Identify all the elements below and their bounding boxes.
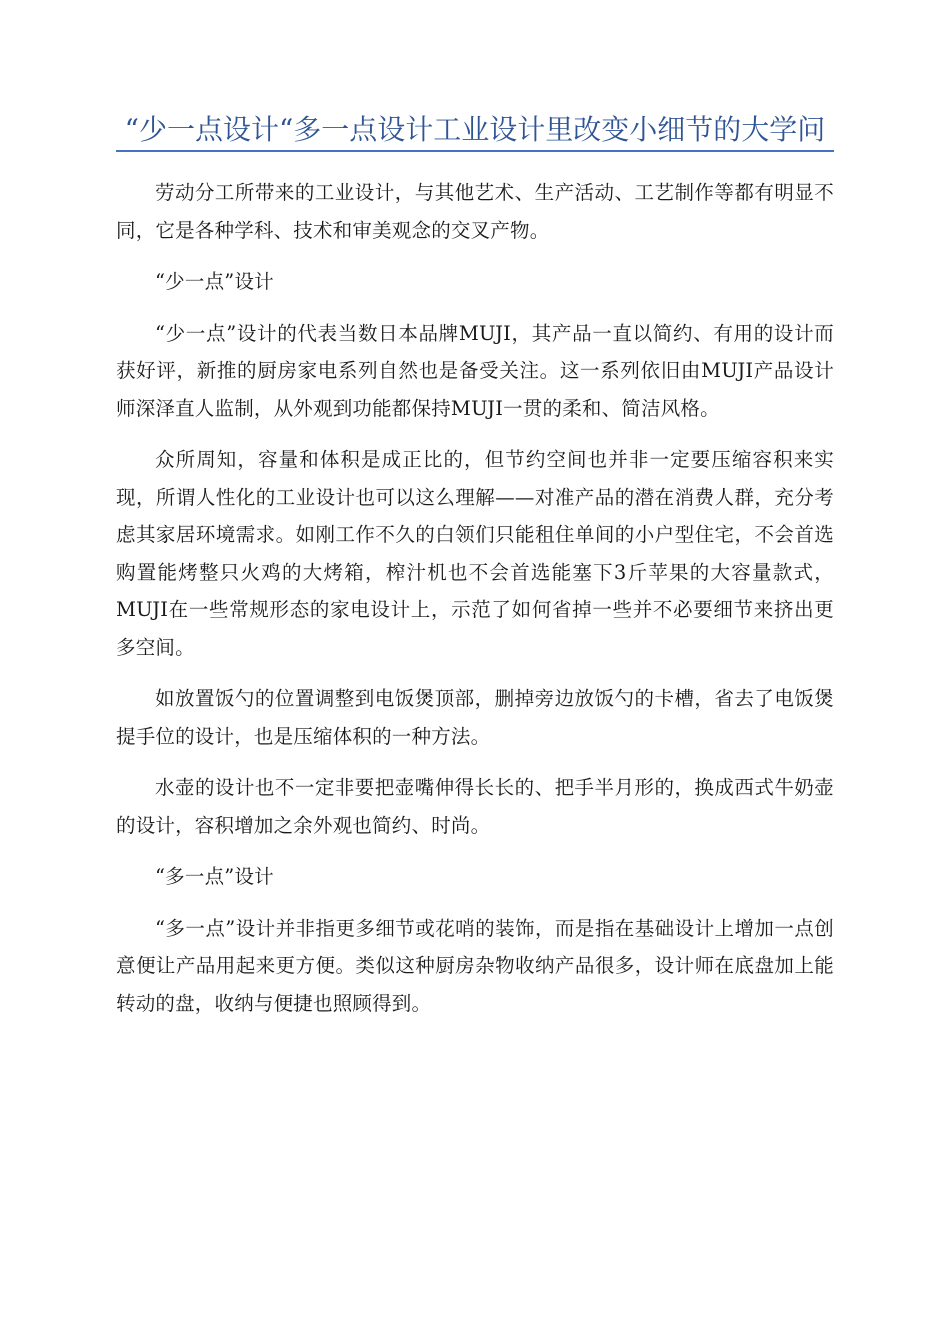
document-page [116, 112, 834, 1036]
paragraph-rice-cooker: 如放置饭勺的位置调整到电饭煲顶部，删掉旁边放饭勺的卡槽，省去了电饭煲提手位的设计，也是压缩体积的一种方法。 [116, 687, 834, 748]
paragraph-more-design: “多一点”设计并非指更多细节或花哨的装饰，而是指在基础设计上增加一点创意便让产品用起来更方便。类似这种厨房杂物收纳产品很多，设计师在底盘加上能转动的盘，收纳与便捷也照顾得到。 [116, 916, 834, 1015]
document-body [116, 174, 834, 1022]
paragraph-space: 众所周知，容量和体积是成正比的，但节约空间也并非一定要压缩容积来实现，所谓人性化的工业设计也可以这么理解——对准产品的潜在消费人群，充分考虑其家居环境需求。如刚工作不久的白领们只能租住单间的小户型住宅，不会首选购置能烤整只火鸡的大烤箱，榨汁机也不会首选能塞下3斤苹果的大容量款式，MUJI在一些常规形态的家电设计上，示范了如何省掉一些并不必要细节来挤出更多空间。 [116, 448, 834, 659]
subheading-less-design: “少一点”设计 [155, 270, 274, 293]
paragraph-muji: “少一点”设计的代表当数日本品牌MUJI，其产品一直以简约、有用的设计而获好评，新推的厨房家电系列自然也是备受关注。这一系列依旧由MUJI产品设计师深泽直人监制，从外观到功能都保持MUJI一贯的柔和、简洁风格。 [116, 321, 834, 420]
subheading-more-design: “多一点”设计 [155, 865, 274, 888]
paragraph-intro: 劳动分工所带来的工业设计，与其他艺术、生产活动、工艺制作等都有明显不同，它是各种学科、技术和审美观念的交叉产物。 [116, 181, 834, 242]
document-title: “少一点设计“多一点设计工业设计里改变小细节的大学问 [116, 112, 834, 152]
paragraph-kettle: 水壶的设计也不一定非要把壶嘴伸得长长的、把手半月形的，换成西式牛奶壶的设计，容积增加之余外观也简约、时尚。 [116, 776, 834, 837]
